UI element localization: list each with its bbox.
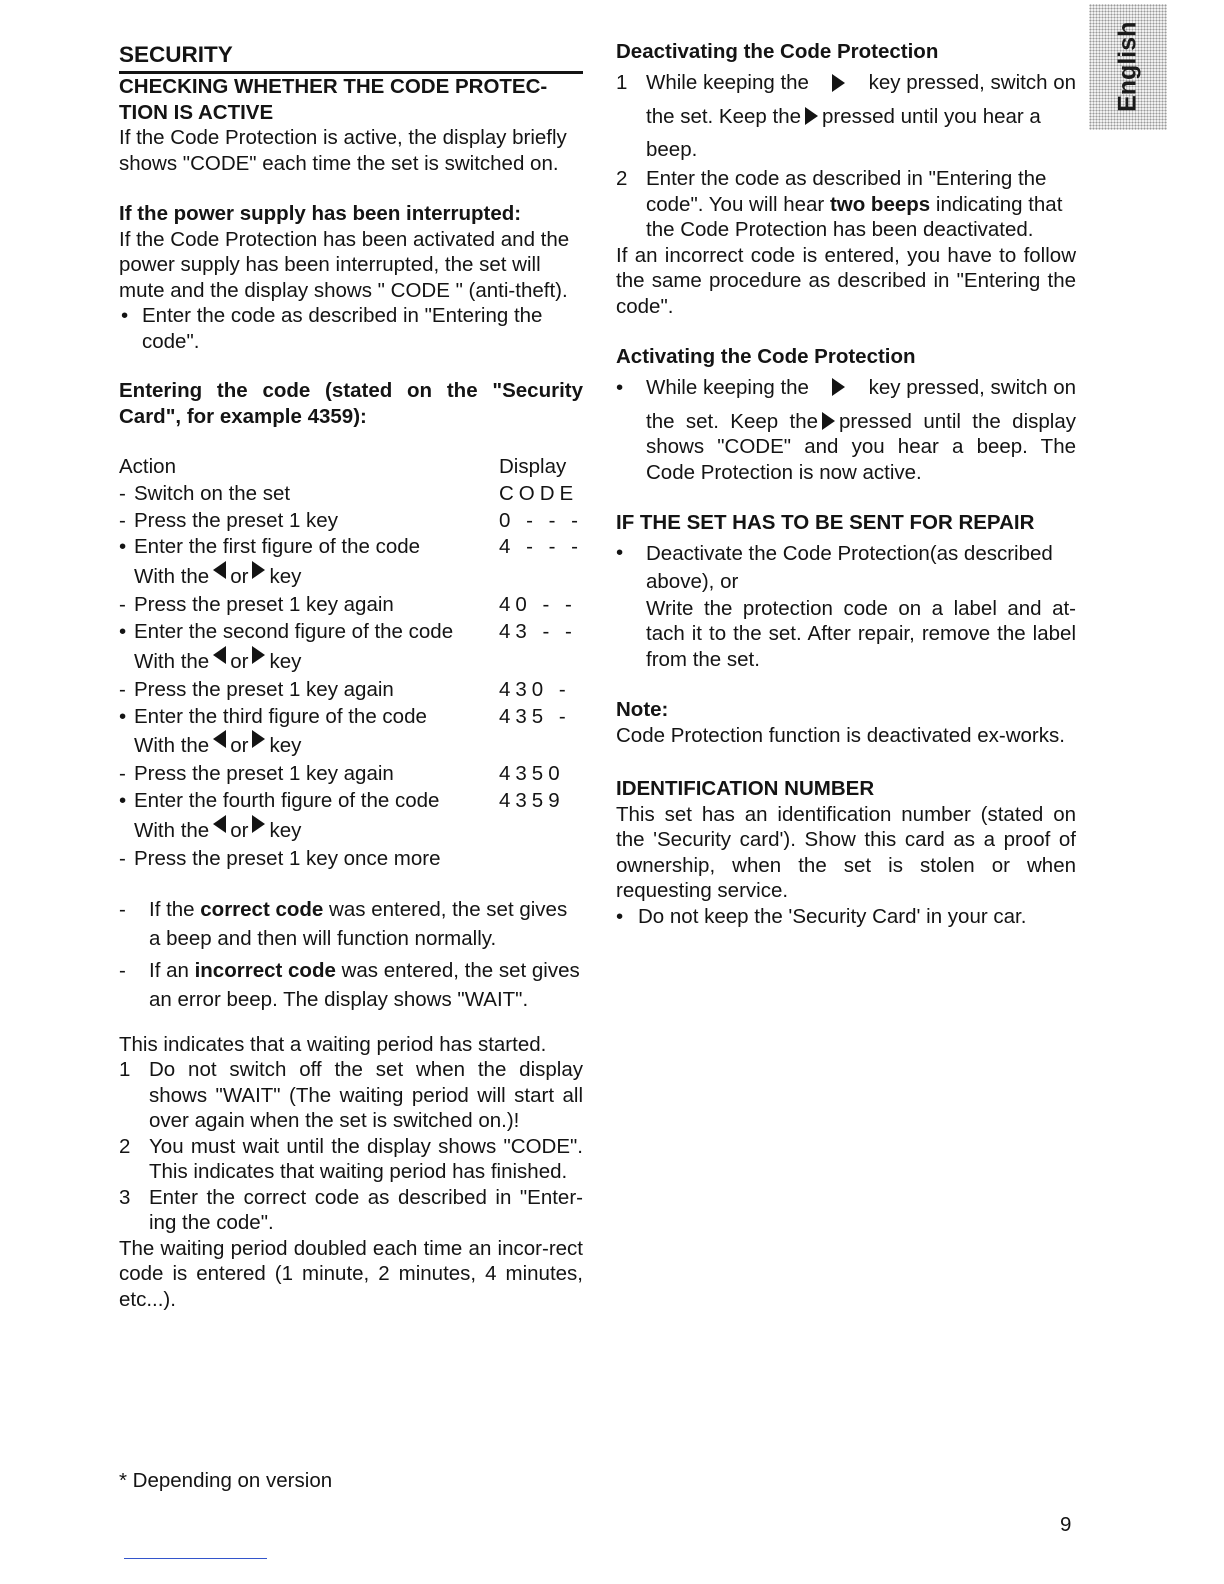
waiting-intro: This indicates that a waiting period has started.: [119, 1032, 547, 1056]
row-display: [499, 846, 583, 873]
repair-item: • Deactivate the Code Protection(as described above), or Write the protection code on a label and at-tach it to the set. After repair, remove the label from the set.: [616, 540, 1076, 671]
table-row: [119, 677, 583, 704]
power-heading: If the power supply has been interrupted:: [119, 202, 522, 225]
row-action: - Press the preset 1 key again: [119, 593, 394, 617]
right-arrow-icon: [822, 412, 835, 430]
left-arrow-icon: [213, 730, 226, 748]
repair-heading: IF THE SET HAS TO BE SENT FOR REPAIR: [616, 511, 1035, 534]
row-action: - Press the preset 1 key: [119, 508, 338, 532]
right-arrow-icon: [252, 815, 265, 833]
id-heading: IDENTIFICATION NUMBER: [616, 777, 875, 800]
power-bullet: • Enter the code as described in "Entering the code".: [121, 304, 543, 353]
waiting-step: 3 Enter the correct code as described in "Enter-ing the code".: [119, 1185, 583, 1235]
deactivate-heading: Deactivating the Code Protection: [616, 40, 939, 63]
right-arrow-icon: [832, 378, 845, 396]
table-row: [119, 846, 583, 873]
power-text: If the Code Protection has been activated and the power supply has been interrupted, the set will mute and the display shows " CODE " (anti-theft).: [119, 227, 570, 302]
entering-heading: Entering the code (stated on the "Security Card", for example 4359):: [119, 379, 583, 428]
deactivate-step-1: 1 While keeping the key pressed, switch on the set. Keep the pressed until you hear a beep.: [616, 71, 1076, 161]
left-arrow-icon: [213, 561, 226, 579]
check-heading-line1: CHECKING WHETHER THE CODE PROTEC-: [119, 75, 548, 98]
row-action: - Press the preset 1 key again: [119, 762, 394, 786]
correct-code-note: - If the correct code was entered, the set gives a beep and then will function normally.: [119, 897, 568, 950]
table-row: [119, 788, 583, 815]
id-bullet: • Do not keep the 'Security Card' in your car.: [616, 904, 1027, 928]
header-display: Display: [499, 455, 567, 478]
row-display: 435 -: [499, 704, 571, 728]
left-arrow-icon: [213, 815, 226, 833]
note-heading: Note:: [616, 698, 669, 721]
section-title: SECURITY: [119, 42, 233, 67]
check-text: If the Code Protection is active, the display briefly shows "CODE" each time the set is switched on.: [119, 126, 567, 175]
right-arrow-icon: [252, 730, 265, 748]
activate-heading: Activating the Code Protection: [616, 345, 916, 368]
right-arrow-icon: [252, 646, 265, 664]
id-text: This set has an identification number (stated on the 'Security card'). Show this card as a proof of ownership, when the set is stolen or when requesting service.: [616, 802, 1076, 902]
row-display: 0 - - -: [499, 508, 583, 532]
row-display: 43 - -: [499, 619, 577, 643]
footer-line: [124, 1558, 267, 1559]
row-display: CODE: [499, 481, 579, 505]
incorrect-code-note: - If an incorrect code was entered, the set gives an error beep. The display shows "WAIT".: [119, 958, 580, 1011]
header-action: Action: [119, 455, 176, 478]
code-entry-table: [119, 454, 583, 873]
waiting-step: 2 You must wait until the display shows "CODE". This indicates that waiting period has finished.: [119, 1134, 583, 1184]
left-column: [119, 38, 583, 1312]
table-row: [119, 481, 583, 508]
activate-item: • While keeping the key pressed, switch on the set. Keep the pressed until the display shows "CODE" and you hear a beep. The Code Protection is now active.: [616, 375, 1076, 484]
row-action: - Switch on the set: [119, 481, 291, 505]
left-arrow-icon: [213, 646, 226, 664]
note-text: Code Protection function is deactivated ex-works.: [616, 723, 1065, 747]
row-action: - Press the preset 1 key once more: [119, 846, 441, 870]
arrow-key-row: With the or key: [119, 561, 583, 592]
right-arrow-icon: [805, 107, 818, 125]
right-column: [616, 38, 1076, 929]
table-row: [119, 508, 583, 535]
table-row: [119, 592, 583, 619]
table-row: [119, 619, 583, 646]
table-row: [119, 704, 583, 731]
deactivate-text: If an incorrect code is entered, you have to follow the same procedure as described in "Entering the code".: [616, 243, 1076, 318]
row-action: • Enter the first figure of the code: [119, 535, 421, 559]
right-arrow-icon: [252, 561, 265, 579]
row-display: 4 - - -: [499, 535, 583, 559]
check-heading-line2: TION IS ACTIVE: [119, 100, 274, 124]
table-row: [119, 761, 583, 788]
row-display: 40 - -: [499, 593, 577, 617]
deactivate-step-2: 2 Enter the code as described in "Entering the code". You will hear two beeps indicating that the Code Protection has been deactivated.: [616, 167, 1063, 241]
language-tab: [1089, 4, 1167, 130]
waiting-outro: The waiting period doubled each time an incor-rect code is entered (1 minute, 2 minutes, 4 minutes, etc...).: [119, 1236, 583, 1311]
row-action: • Enter the second figure of the code: [119, 619, 454, 643]
arrow-key-row: With the or key: [119, 646, 583, 677]
table-header: [119, 454, 583, 481]
page-number: 9: [1060, 1513, 1072, 1536]
row-action: • Enter the fourth figure of the code: [119, 789, 440, 813]
footnote: * Depending on version: [119, 1469, 333, 1492]
row-display: 4359: [499, 789, 565, 813]
table-row: [119, 534, 583, 561]
arrow-key-row: With the or key: [119, 730, 583, 761]
arrow-key-row: With the or key: [119, 815, 583, 846]
row-display: 430 -: [499, 677, 571, 701]
language-tab-label: English: [1113, 21, 1142, 113]
waiting-step: 1 Do not switch off the set when the display shows "WAIT" (The waiting period will start all over again when the set is switched on.)!: [119, 1058, 583, 1133]
right-arrow-icon: [832, 74, 845, 92]
row-action: • Enter the third figure of the code: [119, 704, 427, 728]
row-action: - Press the preset 1 key again: [119, 677, 394, 701]
waiting-steps: [119, 1057, 583, 1236]
row-display: 4350: [499, 762, 565, 786]
